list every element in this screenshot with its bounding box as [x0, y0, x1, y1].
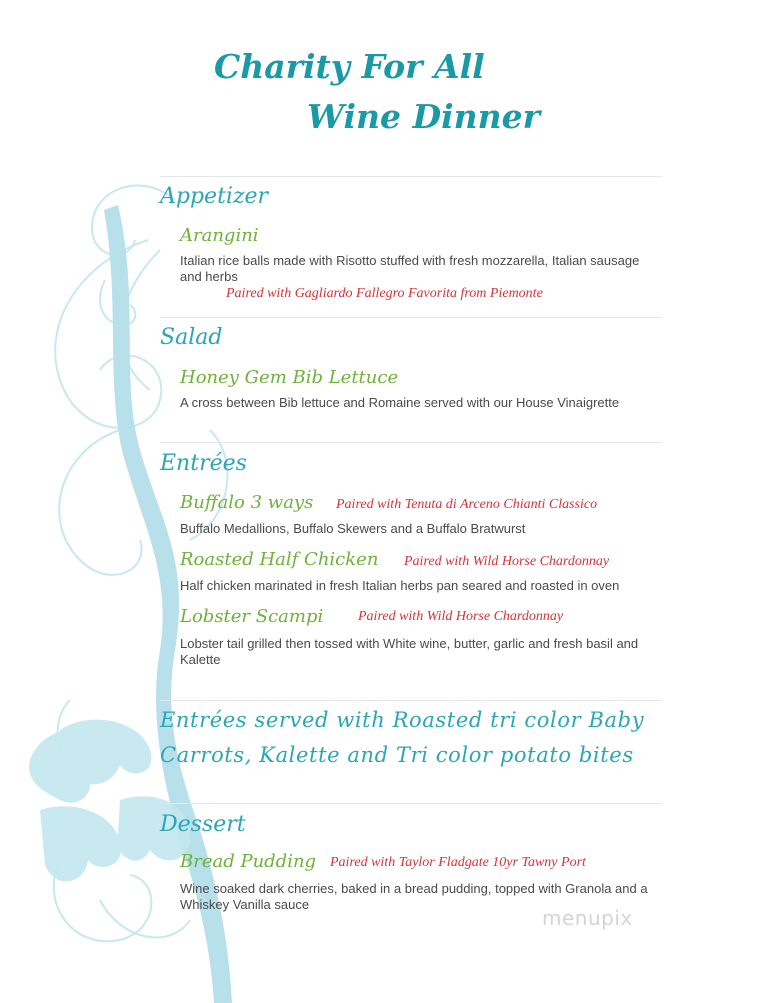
wine-pairing-bread-pudding: Paired with Taylor Fladgate 10yr Tawny Port [330, 855, 586, 870]
divider [160, 803, 662, 804]
dish-name-roasted-half-chicken: Roasted Half Chicken [180, 549, 379, 570]
title-line-2: Wine Dinner [307, 97, 541, 136]
dish-description-lobster: Lobster tail grilled then tossed with White wine, butter, garlic and fresh basil and Kalette [180, 636, 639, 667]
dish-name-buffalo: Buffalo 3 ways [180, 492, 314, 513]
dish-description-lettuce: A cross between Bib lettuce and Romaine served with our House Vinaigrette [180, 395, 620, 410]
divider [160, 442, 662, 443]
dish-name-arangini: Arangini [180, 225, 259, 246]
wine-pairing-arangini: Paired with Gagliardo Fallegro Favorita from Piemonte [226, 286, 543, 301]
dish-name-lobster-scampi: Lobster Scampi [180, 606, 324, 627]
wine-pairing-buffalo: Paired with Tenuta di Arceno Chianti Classico [336, 497, 598, 512]
entree-sides-note: Entrées served with Roasted tri color Baby Carrots, Kalette and Tri color potato bites [160, 708, 645, 767]
dish-name-honey-gem-bib-lettuce: Honey Gem Bib Lettuce [180, 367, 399, 388]
divider [160, 700, 662, 701]
title-line-1: Charity For All [214, 47, 485, 86]
dish-name-bread-pudding: Bread Pudding [180, 851, 317, 872]
section-heading-entrees: Entrées [160, 451, 247, 476]
wine-pairing-chicken: Paired with Wild Horse Chardonnay [404, 554, 610, 569]
section-heading-dessert: Dessert [160, 812, 246, 837]
dish-description-bread-pudding: Wine soaked dark cherries, baked in a bread pudding, topped with Granola and a Whiskey Vanilla sauce [180, 881, 648, 912]
divider [160, 176, 662, 177]
wine-pairing-lobster: Paired with Wild Horse Chardonnay [358, 609, 564, 624]
dish-description-chicken: Half chicken marinated in fresh Italian herbs pan seared and roasted in oven [180, 578, 620, 593]
section-heading-salad: Salad [160, 325, 223, 350]
section-heading-appetizer: Appetizer [160, 184, 269, 209]
dish-description-buffalo: Buffalo Medallions, Buffalo Skewers and a Buffalo Bratwurst [180, 521, 526, 536]
dish-description-arangini: Italian rice balls made with Risotto stuffed with fresh mozzarella, Italian sausage and herbs [180, 253, 640, 284]
divider [160, 317, 662, 318]
menupix-watermark: menupix [542, 906, 633, 930]
